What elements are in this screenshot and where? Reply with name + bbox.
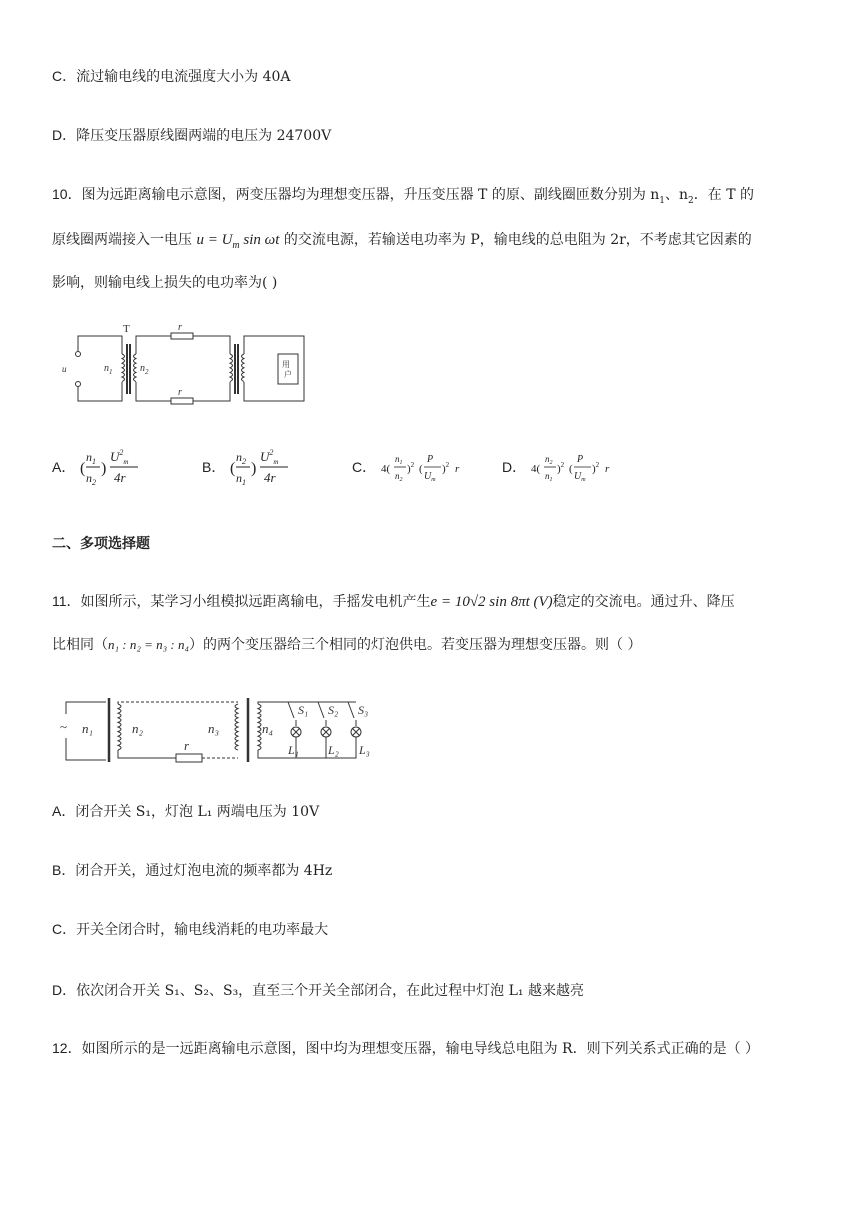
option-label: B．: [52, 862, 76, 878]
user-label: 用户: [282, 360, 292, 379]
option-label: A．: [52, 459, 76, 475]
svg-text:)2: )$^2$: [591, 461, 599, 475]
q12-line-1: [52, 1038, 759, 1058]
option-label: C．: [52, 921, 77, 937]
option-text: 降压变压器原线圈两端的电压为 24700V: [76, 128, 332, 144]
source-label: u: [62, 364, 67, 374]
svg-text:4(: 4(: [380, 463, 390, 475]
q10-text: ．在 T 的: [693, 187, 755, 203]
svg-text:)2: )$^2$: [406, 461, 414, 475]
option-d-expr: [531, 448, 621, 488]
s2-label: S₂: [328, 703, 339, 717]
svg-text:n2: $n_2$: [235, 450, 246, 466]
svg-text:P: P: [426, 454, 433, 465]
svg-text:n1: $n_1$: [85, 450, 96, 466]
option-label: C．: [52, 68, 77, 84]
q10-text: 原线圈两端接入一电压: [52, 232, 197, 248]
q9-option-c[interactable]: [52, 66, 291, 86]
n1-label: $n_1$: [104, 363, 113, 376]
svg-text:n1: $n_1$: [544, 471, 553, 483]
svg-text:U2m: $U^2_m$: [109, 448, 129, 466]
q10-circuit-diagram: [56, 324, 316, 408]
svg-text:(: (: [418, 463, 423, 475]
q11-option-a[interactable]: [52, 801, 319, 821]
svg-text:n1: $n_1$: [235, 471, 246, 487]
emf-formula: e = 10√2 sin 8πt (V): [430, 594, 553, 610]
option-b-expr: [230, 448, 294, 488]
l3-label: L₃: [359, 743, 370, 757]
q10-text: 的交流电源，若输送电功率为 P，输电线的总电阻为 2r，不考虑其它因素的: [279, 232, 752, 248]
ratio-formula: n₁ : n₂ = n₃ : n₄: [108, 637, 190, 652]
svg-text:n2: $n_2$: [544, 454, 553, 466]
svg-text:n2: $n_2$: [394, 471, 403, 483]
svg-text:(: (: [229, 460, 236, 477]
svg-text:)2: )$^2$: [441, 461, 449, 475]
q9-option-d[interactable]: [52, 125, 331, 145]
formula-part: sin ωt: [239, 232, 280, 248]
sub: 2: [688, 195, 694, 206]
formula-sub: m: [232, 240, 240, 251]
svg-text:4r: 4r: [113, 470, 126, 485]
option-label: B．: [202, 459, 226, 475]
svg-text:n1: $n_1$: [394, 454, 403, 466]
formula-part: u = U: [196, 232, 233, 248]
q10-option-b[interactable]: [202, 448, 294, 488]
q11-option-c[interactable]: [52, 919, 328, 939]
q11-text: 稳定的交流电。通过升、降压: [552, 594, 735, 610]
option-text: 依次闭合开关 S₁、S₂、S₃，直至三个开关全部闭合，在此过程中灯泡 L₁ 越来越亮: [76, 983, 584, 999]
q11-option-d[interactable]: [52, 980, 584, 1000]
svg-text:4(: 4(: [530, 463, 540, 475]
svg-text:Um: $U_m$: [573, 471, 586, 483]
resistor-top-label: r: [178, 324, 182, 333]
resistor-bottom-label: r: [178, 387, 182, 398]
svg-text:)2: )$^2$: [556, 461, 564, 475]
transformer-t-label: T: [123, 324, 130, 335]
option-label: A．: [52, 803, 76, 819]
option-text: 开关全闭合时，输电线消耗的电功率最大: [76, 922, 329, 938]
n2-label: $n_2$: [140, 363, 149, 376]
svg-text:U2m: $U^2_m$: [259, 448, 279, 466]
option-a-expr: [80, 448, 144, 488]
resistor-label: r: [184, 738, 190, 753]
l2-label: L₂: [328, 743, 339, 757]
q11-text: 如图所示，某学习小组模拟远距离输电，手摇发电机产生: [80, 594, 431, 610]
question-number: 10．: [52, 186, 82, 202]
option-label: C．: [352, 459, 377, 475]
q10-option-a[interactable]: [52, 448, 144, 488]
q10-option-c[interactable]: [352, 448, 471, 488]
option-c-expr: [381, 448, 471, 488]
n3-label: n₃: [208, 721, 220, 736]
q11-text: ）的两个变压器给三个相同的灯泡供电。若变压器为理想变压器。则（ ）: [189, 637, 642, 653]
ac-source-icon: ~: [60, 719, 68, 734]
q11-circuit-diagram: [56, 694, 382, 766]
q10-line-2: [52, 229, 752, 251]
n1-label: n₁: [82, 721, 94, 736]
option-text: 流过输电线的电流强度大小为 40A: [76, 69, 291, 85]
svg-text:(: (: [79, 460, 86, 477]
voltage-formula: [196, 232, 280, 251]
option-text: 闭合开关 S₁，灯泡 L₁ 两端电压为 10V: [75, 804, 320, 820]
q12-text: 如图所示的是一远距离输电示意图，图中均为理想变压器，输电导线总电阻为 R．则下列关系式正确的是（ ）: [81, 1041, 760, 1057]
q11-text: 比相同（: [52, 637, 108, 653]
section-heading: 二、多项选择题: [52, 535, 150, 551]
option-label: D．: [502, 459, 527, 475]
svg-text:r: r: [604, 463, 609, 475]
option-label: D．: [52, 982, 77, 998]
svg-text:): ): [100, 460, 107, 477]
svg-text:r: r: [454, 463, 459, 475]
n-label: n: [140, 363, 145, 374]
n2-label: n₂: [132, 721, 144, 736]
svg-text:n2: $n_2$: [85, 471, 96, 487]
s1-label: S₁: [298, 703, 309, 717]
l1-label: L₁: [288, 743, 299, 757]
question-number: 12．: [52, 1040, 82, 1056]
n-label: n: [104, 363, 109, 374]
q10-text: 、n: [665, 187, 689, 203]
q11-line-1: [52, 591, 735, 611]
svg-text:(: (: [568, 463, 573, 475]
option-text: 闭合开关，通过灯泡电流的频率都为 4Hz: [75, 863, 333, 879]
q10-line-1: [52, 184, 754, 206]
svg-text:Um: $U_m$: [423, 471, 436, 483]
option-label: D．: [52, 127, 77, 143]
q10-option-d[interactable]: [502, 448, 621, 488]
question-number: 11．: [52, 593, 81, 609]
svg-text:P: P: [576, 454, 583, 465]
s3-label: S₃: [358, 703, 369, 717]
svg-text:4r: 4r: [263, 470, 276, 485]
q10-text: 图为远距离输电示意图，两变压器均为理想变压器，升压变压器 T 的原、副线圈匝数分别为 n: [81, 187, 660, 203]
q11-line-2: [52, 634, 641, 654]
sub: 1: [659, 195, 666, 206]
n4-label: n₄: [262, 721, 274, 736]
q10-line-3: 影响，则输电线上损失的电功率为( ): [52, 275, 278, 291]
q11-option-b[interactable]: [52, 860, 332, 880]
svg-text:): ): [250, 460, 257, 477]
